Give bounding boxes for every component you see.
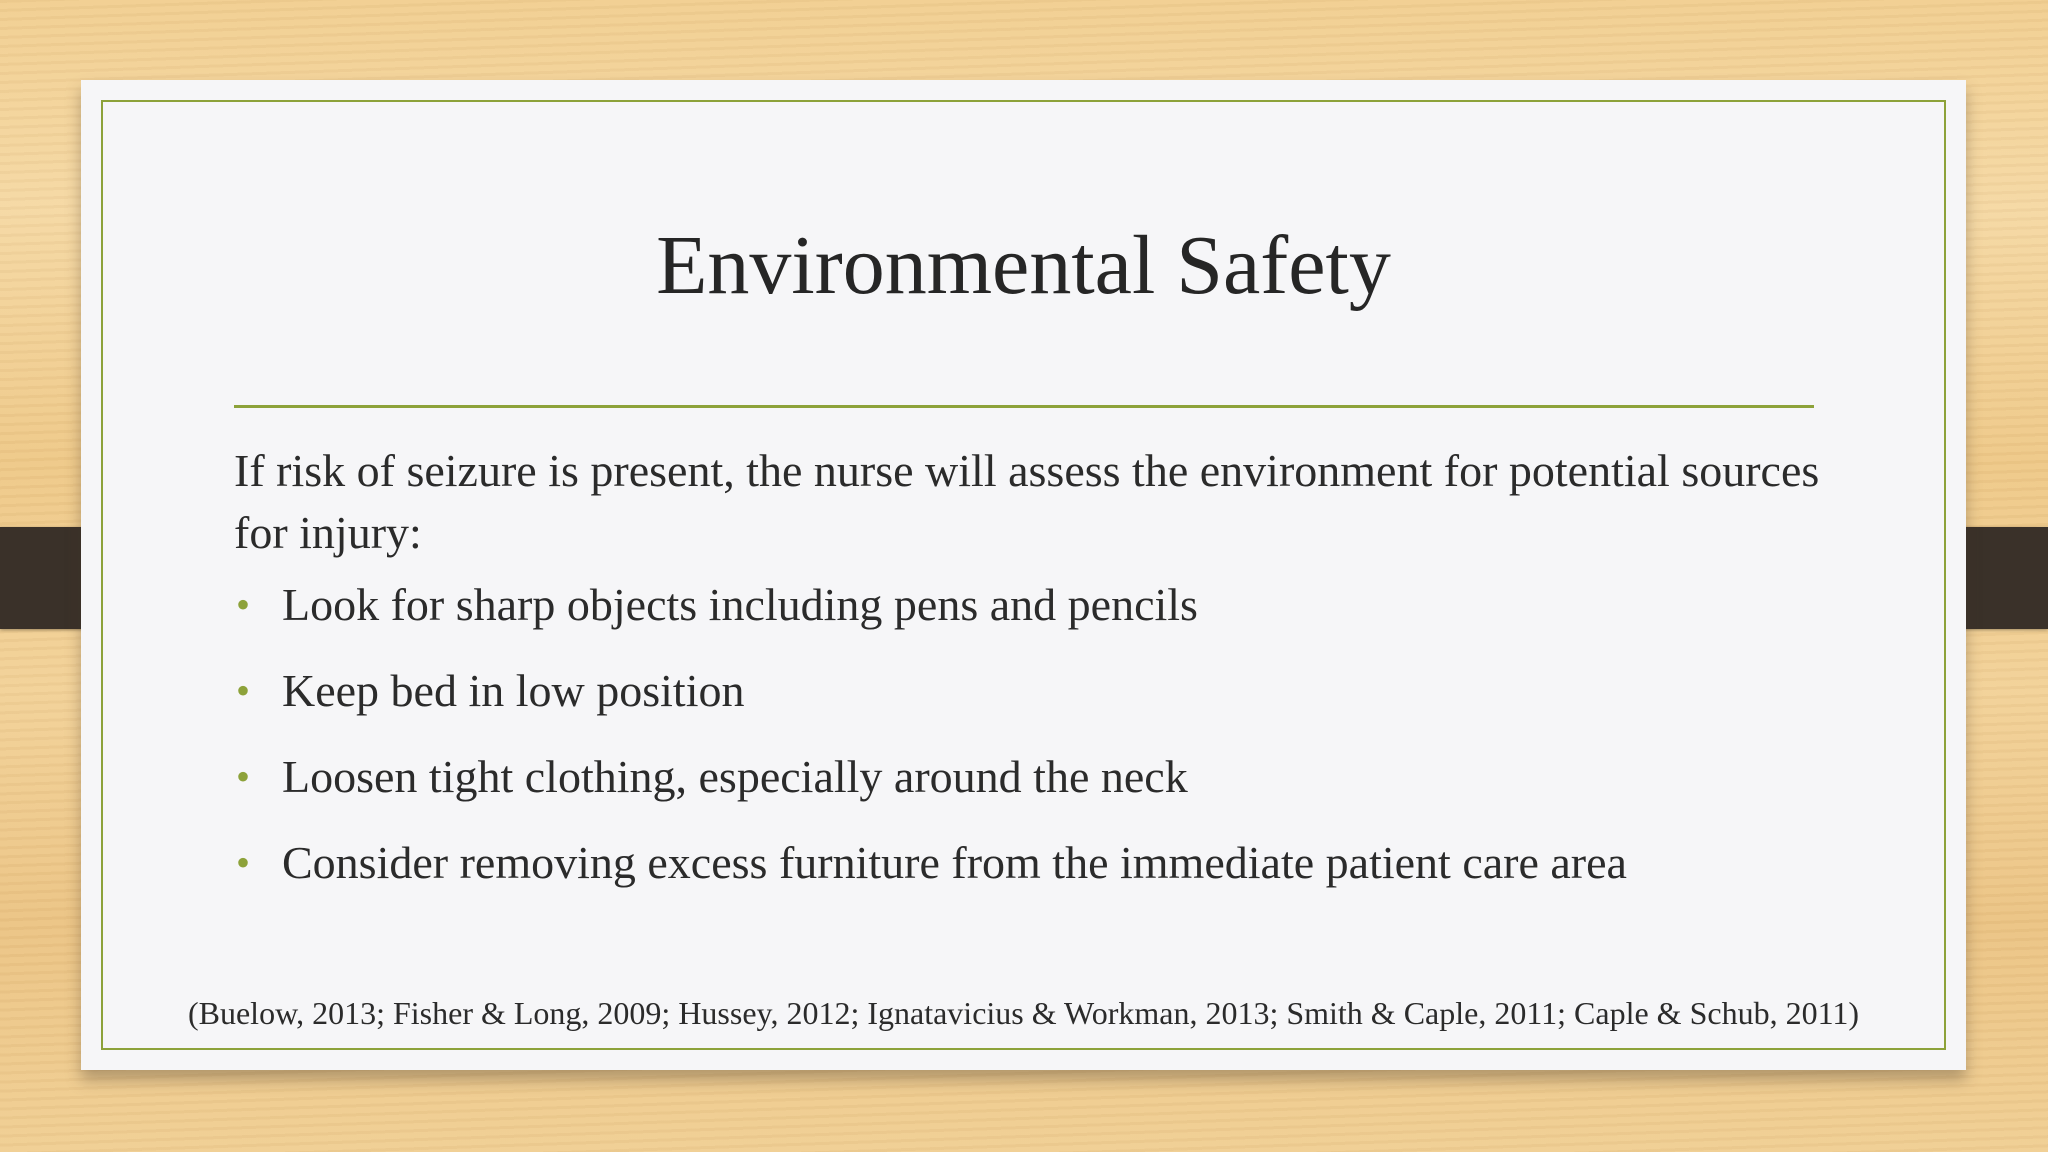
slide-body — [234, 440, 1854, 918]
bullet-list — [234, 574, 1854, 894]
citation-text: (Buelow, 2013; Fisher & Long, 2009; Hussey, 2012; Ignatavicius & Workman, 2013; Smith & Caple, 2011; Caple & Schub, 2011) — [187, 995, 1860, 1031]
bullet-dot-icon: • — [236, 668, 251, 713]
bullet-dot-icon: • — [236, 754, 251, 799]
bullet-dot-icon: • — [236, 582, 251, 627]
bullet-text: Loosen tight clothing, especially around the neck — [282, 751, 1188, 802]
list-item — [234, 746, 1854, 808]
intro-text: If risk of seizure is present, the nurse will assess the environment for potential sources for injury: — [234, 445, 1820, 558]
list-item — [234, 574, 1854, 636]
list-item — [234, 832, 1854, 894]
bullet-dot-icon: • — [236, 840, 251, 885]
slide-title: Environmental Safety — [656, 219, 1391, 312]
title-divider — [234, 405, 1814, 408]
bullet-text: Look for sharp objects including pens and pencils — [282, 579, 1198, 630]
list-item — [234, 660, 1854, 722]
bullet-text: Consider removing excess furniture from the immediate patient care area — [282, 837, 1627, 888]
slide-card — [81, 80, 1966, 1070]
bullet-text: Keep bed in low position — [282, 665, 745, 716]
